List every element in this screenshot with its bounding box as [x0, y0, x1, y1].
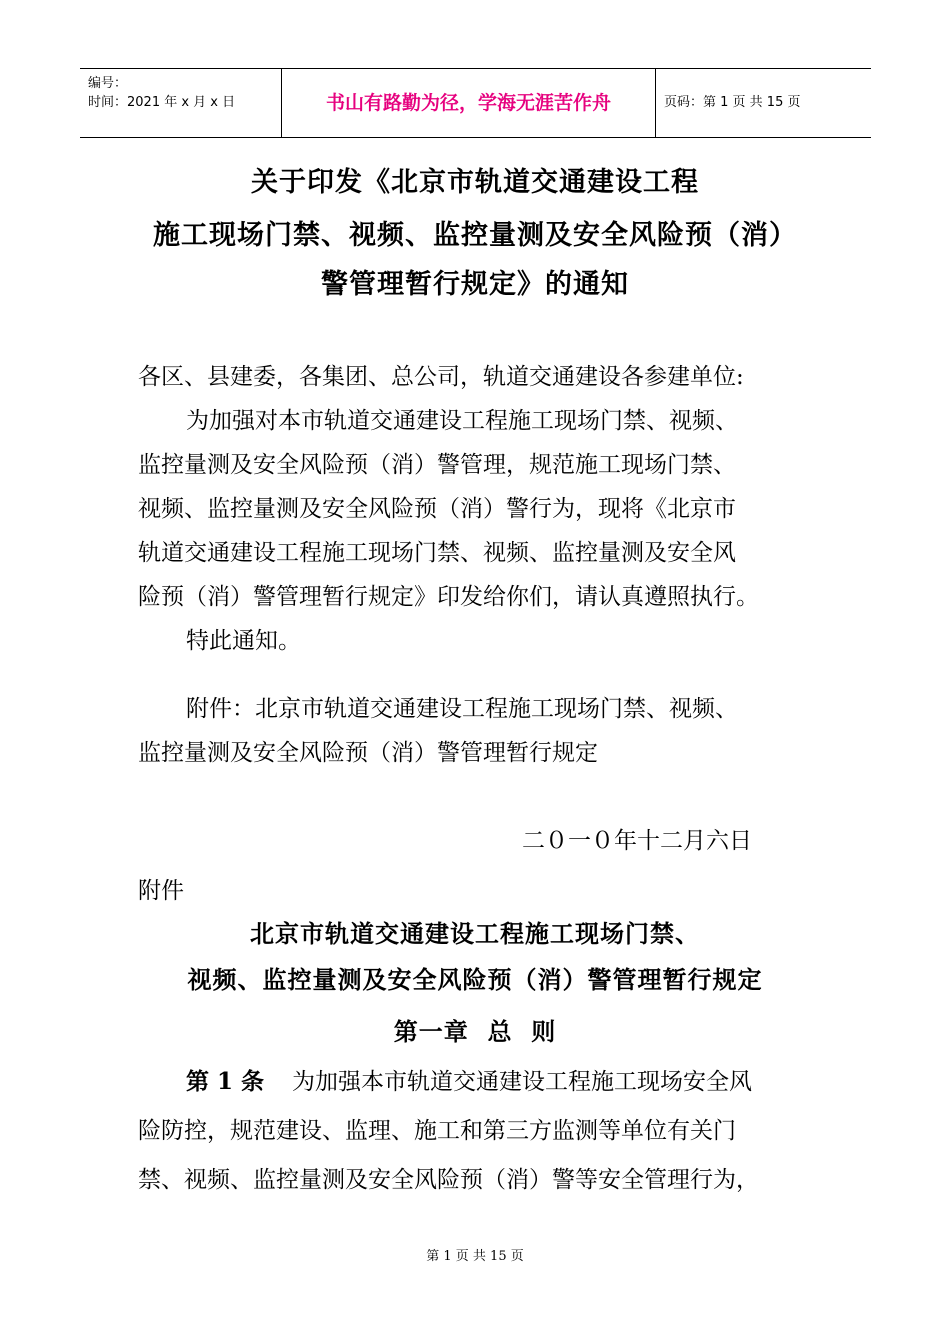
regulation-title-line: 北京市轨道交通建设工程施工现场门禁、 [250, 919, 700, 948]
paragraph-line: 险预（消）警管理暂行规定》印发给你们，请认真遵照执行。 [138, 584, 759, 610]
notice-title-line: 警管理暂行规定》的通知 [321, 269, 629, 300]
time-label: 时间：2021 年 x 月 x 日 [88, 95, 236, 110]
article-line: 险防控，规范建设、监理、施工和第三方监测等单位有关门 [138, 1118, 736, 1144]
paragraph-line: 视频、监控量测及安全风险预（消）警行为，现将《北京市 [138, 496, 736, 522]
header-meta [80, 69, 280, 137]
paragraph-line: 轨道交通建设工程施工现场门禁、视频、监控量测及安全风 [138, 540, 736, 566]
article-text: 为加强本市轨道交通建设工程施工现场安全风 [292, 1069, 753, 1095]
closing-line: 特此通知。 [186, 628, 301, 654]
header-motto: 书山有路勤为径，学海无涯苦作舟 [325, 92, 611, 114]
regulation-title-line: 视频、监控量测及安全风险预（消）警管理暂行规定 [187, 965, 763, 994]
issue-date: 二０一０年十二月六日 [522, 828, 752, 854]
notice-title-line: 施工现场门禁、视频、监控量测及安全风险预（消） [153, 220, 797, 251]
header-divider [655, 69, 656, 137]
article-label: 第 1 条 [186, 1068, 265, 1095]
header-page-info: 页码：第 1 页 共 15 页 [664, 95, 801, 110]
page-footer: 第 1 页 共 15 页 [426, 1249, 524, 1264]
attachment-label: 附件 [138, 878, 184, 904]
notice-title-line: 关于印发《北京市轨道交通建设工程 [251, 167, 699, 198]
paragraph-line: 为加强对本市轨道交通建设工程施工现场门禁、视频、 [186, 408, 738, 434]
chapter-heading: 第一章 总 则 [393, 1017, 557, 1046]
attachment-line: 附件：北京市轨道交通建设工程施工现场门禁、视频、 [186, 696, 738, 722]
article-line: 禁、视频、监控量测及安全风险预（消）警等安全管理行为， [138, 1167, 759, 1193]
addressee: 各区、县建委，各集团、总公司，轨道交通建设各参建单位: [138, 364, 744, 390]
number-label: 编号： [88, 76, 128, 91]
article-line [186, 1063, 876, 1096]
attachment-line: 监控量测及安全风险预（消）警管理暂行规定 [138, 740, 598, 766]
paragraph-line: 监控量测及安全风险预（消）警管理，规范施工现场门禁、 [138, 452, 736, 478]
page-header [80, 68, 871, 138]
